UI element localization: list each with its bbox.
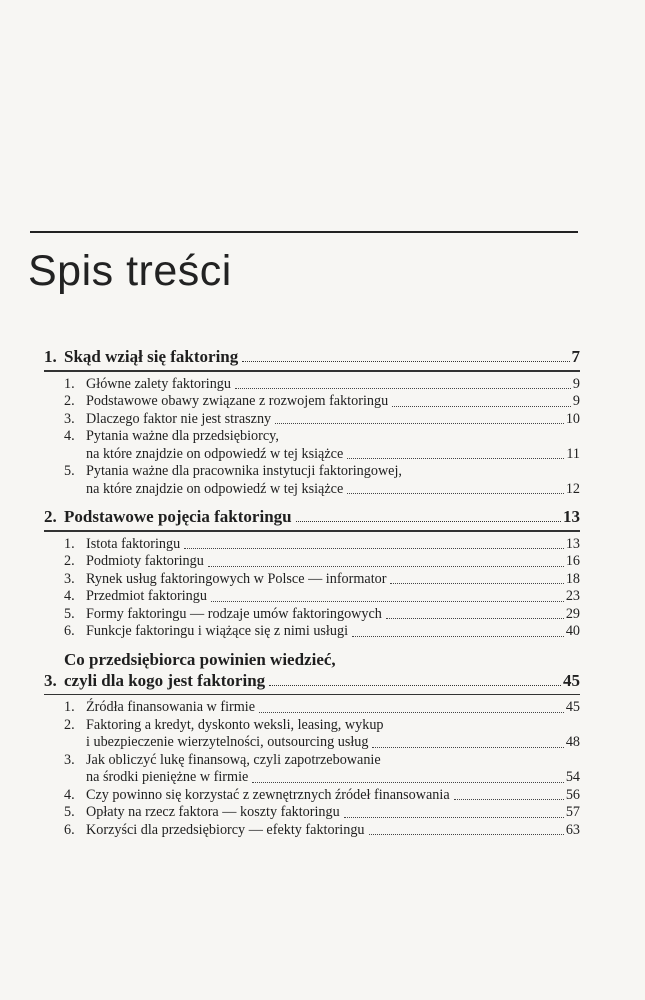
entry-title-line	[86, 699, 580, 717]
entry-body	[86, 588, 580, 606]
entry-title: Funkcje faktoringu i wiążące się z nimi usługi	[86, 623, 349, 639]
chapter-heading-text	[64, 346, 580, 367]
table-of-contents	[44, 345, 580, 839]
entry-title-line	[86, 446, 580, 464]
toc-entry	[44, 752, 580, 787]
chapter-section	[44, 648, 580, 840]
chapter-heading-text	[64, 506, 580, 527]
entry-page-number: 57	[565, 804, 580, 820]
dot-leader	[390, 583, 563, 584]
entry-title: Istota faktoringu	[86, 535, 181, 552]
toc-entry	[44, 428, 580, 463]
page-title: Spis treści	[28, 247, 232, 295]
entry-title: i ubezpieczenie wierzytelności, outsourcing usług	[86, 734, 369, 750]
chapter-title: Podstawowe pojęcia faktoringu	[64, 507, 292, 526]
chapter-title-line	[64, 346, 580, 367]
dot-leader	[269, 685, 561, 686]
entry-number: 5.	[64, 804, 75, 820]
entry-body	[86, 606, 580, 624]
entry-title-line	[86, 411, 580, 429]
toc-entry	[44, 787, 580, 805]
chapter-page-number: 13	[563, 507, 580, 526]
entry-title-line	[86, 481, 580, 499]
chapter-heading	[44, 345, 580, 370]
chapter-divider	[44, 370, 580, 372]
entry-page-number: 9	[572, 393, 580, 409]
chapter-number: 2.	[44, 507, 57, 526]
toc-entry	[44, 376, 580, 394]
dot-leader	[386, 618, 564, 619]
entry-title: na środki pieniężne w firmie	[86, 769, 249, 785]
chapter-number: 3.	[44, 670, 57, 690]
entry-title-line	[86, 752, 580, 770]
entry-page-number: 45	[565, 699, 580, 715]
entry-page-number: 18	[565, 570, 580, 587]
entry-number: 6.	[64, 821, 75, 838]
entry-title-line	[86, 734, 580, 752]
entry-title-line	[86, 393, 580, 411]
dot-leader	[208, 566, 564, 567]
entry-title: Podmioty faktoringu	[86, 553, 204, 569]
entry-page-number: 54	[565, 769, 580, 785]
toc-entry	[44, 606, 580, 624]
entry-title: Dlaczego faktor nie jest straszny	[86, 410, 272, 427]
entry-body	[86, 787, 580, 805]
chapter-section	[44, 505, 580, 641]
entry-title: Jak obliczyć lukę finansową, czyli zapotrzebowanie	[86, 751, 381, 768]
chapter-divider	[44, 694, 580, 696]
entry-title: Opłaty na rzecz faktora — koszty faktoringu	[86, 804, 340, 820]
dot-leader	[184, 548, 564, 549]
entry-page-number: 48	[565, 734, 580, 750]
dot-leader	[392, 406, 571, 407]
entry-title: na które znajdzie on odpowiedź w tej książce	[86, 480, 344, 497]
entry-title-line	[86, 536, 580, 554]
entry-title-line	[86, 571, 580, 589]
toc-entry	[44, 822, 580, 840]
entry-title-line	[86, 606, 580, 624]
entry-page-number: 12	[565, 480, 580, 497]
chapter-title-line	[64, 670, 580, 691]
entry-body	[86, 428, 580, 463]
toc-entry	[44, 411, 580, 429]
entry-body	[86, 393, 580, 411]
entry-title: Czy powinno się korzystać z zewnętrznych źródeł finansowania	[86, 786, 450, 803]
toc-entry	[44, 588, 580, 606]
entry-number: 6.	[64, 623, 75, 639]
dot-leader	[275, 423, 564, 424]
chapter-number: 1.	[44, 347, 57, 366]
chapter-title: Skąd wziął się faktoring	[64, 347, 239, 366]
entry-title-line	[86, 769, 580, 787]
entry-page-number: 10	[565, 410, 580, 427]
entry-title: Formy faktoringu — rodzaje umów faktoringowych	[86, 605, 382, 622]
entry-title-line	[86, 717, 580, 735]
entry-number: 4.	[64, 428, 75, 444]
entry-page-number: 56	[565, 786, 580, 803]
toc-entry	[44, 804, 580, 822]
entry-body	[86, 699, 580, 717]
entry-number: 5.	[64, 605, 75, 622]
toc-entry	[44, 571, 580, 589]
entry-body	[86, 623, 580, 641]
entry-page-number: 40	[565, 623, 580, 639]
entry-page-number: 11	[566, 445, 580, 462]
toc-entry	[44, 623, 580, 641]
entry-body	[86, 536, 580, 554]
entry-number: 2.	[64, 553, 75, 569]
entry-title-line	[86, 822, 580, 840]
entry-title-line	[86, 428, 580, 446]
entry-number: 5.	[64, 463, 75, 479]
entry-number: 1.	[64, 535, 75, 552]
entry-title-line	[86, 553, 580, 571]
entry-number: 1.	[64, 375, 75, 392]
entry-body	[86, 804, 580, 822]
chapter-divider	[44, 530, 580, 532]
dot-leader	[242, 361, 569, 362]
entry-body	[86, 717, 580, 752]
entry-number: 4.	[64, 588, 75, 604]
entry-page-number: 16	[565, 553, 580, 569]
entry-title: Rynek usług faktoringowych w Polsce — informator	[86, 570, 387, 587]
dot-leader	[259, 712, 564, 713]
dot-leader	[252, 782, 564, 783]
dot-leader	[235, 388, 571, 389]
entry-title-line	[86, 376, 580, 394]
entry-title: Główne zalety faktoringu	[86, 375, 231, 392]
entry-title-line	[86, 588, 580, 606]
entry-body	[86, 463, 580, 498]
entry-title: Faktoring a kredyt, dyskonto weksli, leasing, wykup	[86, 716, 384, 733]
entry-body	[86, 553, 580, 571]
entry-title: Korzyści dla przedsiębiorcy — efekty faktoringu	[86, 821, 365, 838]
dot-leader	[454, 799, 564, 800]
entry-body	[86, 411, 580, 429]
chapter-section	[44, 345, 580, 498]
dot-leader	[347, 493, 564, 494]
chapter-title-line	[64, 649, 580, 670]
chapter-page-number: 7	[571, 347, 580, 366]
chapter-heading	[44, 648, 580, 694]
toc-entry	[44, 553, 580, 571]
chapter-title-line	[64, 506, 580, 527]
entry-title: Przedmiot faktoringu	[86, 588, 207, 604]
entry-title: Pytania ważne dla przedsiębiorcy,	[86, 428, 279, 444]
entry-page-number: 13	[565, 535, 580, 552]
entry-number: 3.	[64, 751, 75, 768]
header-rule	[30, 231, 578, 233]
entry-number: 1.	[64, 699, 75, 715]
entry-title: Źródła finansowania w firmie	[86, 699, 256, 715]
entry-body	[86, 376, 580, 394]
chapter-heading	[44, 505, 580, 530]
entry-title-line	[86, 787, 580, 805]
chapter-heading-text	[64, 649, 580, 691]
entry-title-line	[86, 463, 580, 481]
dot-leader	[344, 817, 564, 818]
entry-page-number: 23	[565, 588, 580, 604]
toc-entry	[44, 717, 580, 752]
dot-leader	[369, 834, 564, 835]
entry-page-number: 29	[565, 605, 580, 622]
dot-leader	[372, 747, 563, 748]
entry-number: 2.	[64, 393, 75, 409]
entry-body	[86, 571, 580, 589]
entry-number: 2.	[64, 716, 75, 733]
toc-entry	[44, 463, 580, 498]
entry-title: Pytania ważne dla pracownika instytucji faktoringowej,	[86, 463, 402, 479]
chapter-page-number: 45	[563, 670, 580, 690]
entry-page-number: 9	[572, 375, 580, 392]
chapter-title: czyli dla kogo jest faktoring	[64, 670, 266, 690]
dot-leader	[211, 601, 564, 602]
entry-body	[86, 822, 580, 840]
entry-body	[86, 752, 580, 787]
entry-title: na które znajdzie on odpowiedź w tej książce	[86, 445, 344, 462]
entry-number: 3.	[64, 410, 75, 427]
entry-number: 3.	[64, 570, 75, 587]
entry-title-line	[86, 804, 580, 822]
entry-page-number: 63	[565, 821, 580, 838]
entry-number: 4.	[64, 786, 75, 803]
entry-title-line	[86, 623, 580, 641]
chapter-title: Co przedsiębiorca powinien wiedzieć,	[64, 649, 336, 669]
toc-entry	[44, 699, 580, 717]
dot-leader	[347, 458, 564, 459]
toc-entry	[44, 536, 580, 554]
entry-title: Podstawowe obawy związane z rozwojem faktoringu	[86, 393, 389, 409]
dot-leader	[352, 636, 564, 637]
dot-leader	[296, 521, 561, 522]
toc-entry	[44, 393, 580, 411]
